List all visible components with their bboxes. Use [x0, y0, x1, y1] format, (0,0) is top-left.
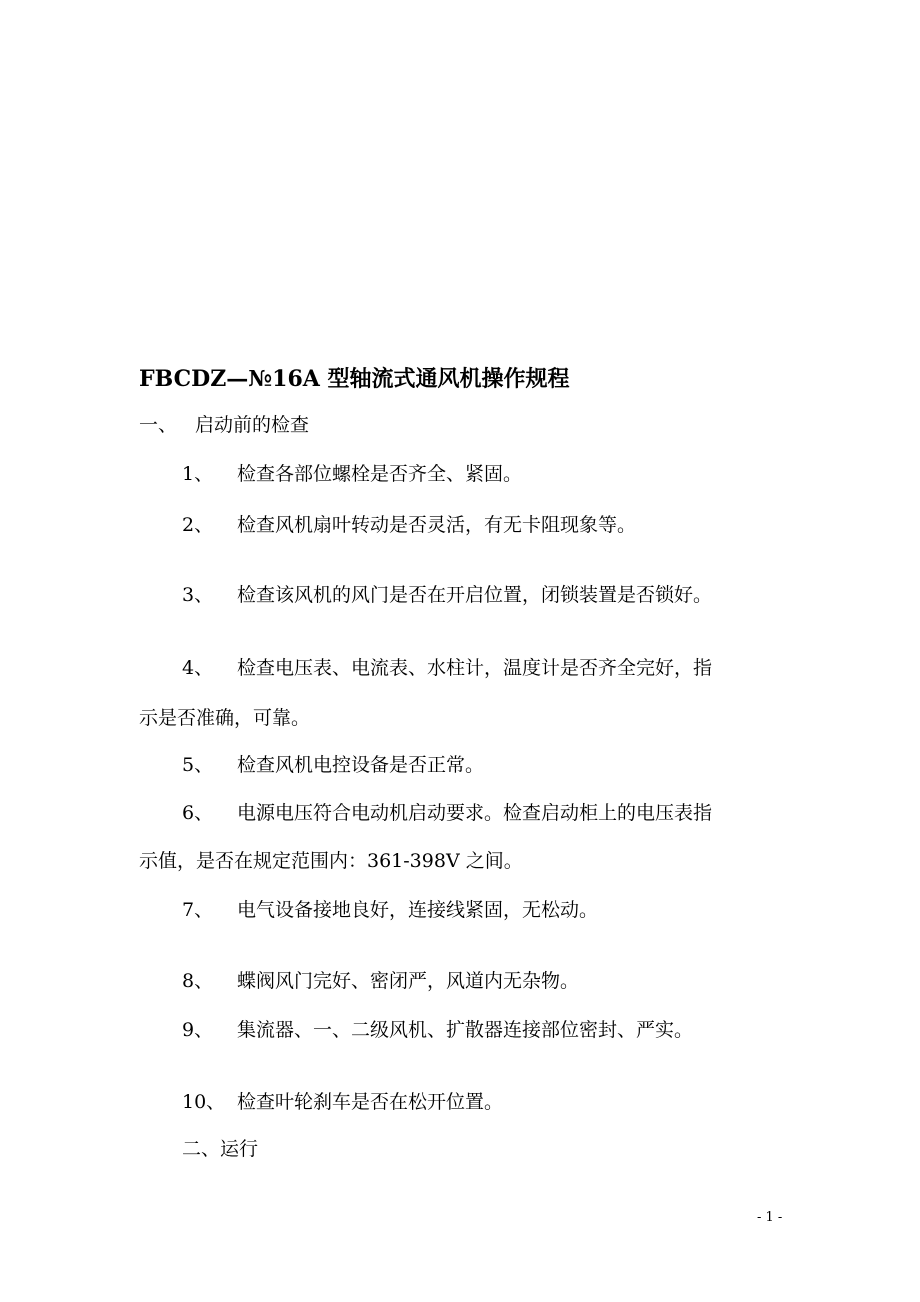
item-number: 9、 — [182, 1019, 214, 1041]
page-number: - 1 - — [757, 1210, 783, 1225]
item-text: 蝶阀风门完好、密闭严，风道内无杂物。 — [237, 970, 580, 992]
item-text: 检查叶轮刹车是否在松开位置。 — [237, 1091, 504, 1113]
item-number: 4、 — [182, 657, 214, 679]
item-text-continued: 示值，是否在规定范围内：361-398V 之间。 — [139, 850, 523, 872]
item-number: 3、 — [182, 584, 214, 606]
item-number: 6、 — [182, 802, 214, 824]
document-title: FBCDZ—№16A 型轴流式通风机操作规程 — [139, 366, 570, 392]
item-number: 5、 — [182, 754, 214, 776]
item-number: 7、 — [182, 899, 214, 921]
item-text: 检查各部位螺栓是否齐全、紧固。 — [237, 463, 523, 485]
item-text: 电源电压符合电动机启动要求。检查启动柜上的电压表指 — [237, 802, 713, 824]
section-title: 二、运行 — [182, 1138, 259, 1160]
item-text: 检查风机扇叶转动是否灵活，有无卡阻现象等。 — [237, 514, 637, 536]
item-text: 检查风机电控设备是否正常。 — [237, 754, 485, 776]
item-number: 8、 — [182, 970, 214, 992]
item-number: 10、 — [182, 1091, 226, 1113]
item-text: 检查该风机的风门是否在开启位置，闭锁装置是否锁好。 — [237, 584, 713, 606]
item-text-continued: 示是否准确，可靠。 — [139, 707, 311, 729]
item-text: 检查电压表、电流表、水柱计，温度计是否齐全完好，指 — [237, 657, 713, 679]
section-number: 一、 — [139, 414, 178, 436]
section-title: 启动前的检查 — [195, 414, 310, 436]
item-text: 集流器、一、二级风机、扩散器连接部位密封、严实。 — [237, 1019, 694, 1041]
item-number: 1、 — [182, 463, 214, 485]
item-number: 2、 — [182, 514, 214, 536]
item-text: 电气设备接地良好，连接线紧固，无松动。 — [237, 899, 599, 921]
